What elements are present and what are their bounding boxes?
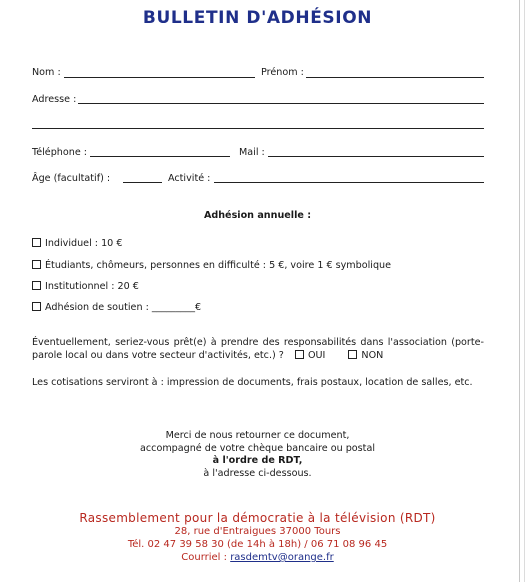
checkbox-icon[interactable] (295, 350, 304, 359)
responsabilites-question (32, 336, 484, 362)
option-etudiants[interactable] (32, 260, 391, 271)
organization-name: Rassemblement pour la démocratie à la télévision (RDT) (79, 511, 436, 525)
adresse-label: Adresse : (32, 94, 77, 105)
return-instructions (0, 430, 515, 480)
nom-field[interactable] (64, 77, 255, 78)
option-individuel[interactable] (32, 238, 122, 249)
instructions-line2: accompagné de votre chèque bancaire ou postal (140, 442, 375, 454)
footer (0, 512, 515, 564)
oui-label: OUI (307, 350, 326, 361)
checkbox-icon[interactable] (348, 350, 357, 359)
nom-label: Nom : (32, 67, 61, 78)
page-edge (519, 0, 520, 582)
activite-label: Activité : (168, 173, 211, 184)
cotisations-text: Les cotisations serviront à : impression de documents, frais postaux, location de salles, etc. (32, 377, 473, 388)
age-label: Âge (facultatif) : (32, 173, 111, 184)
telephone-label: Téléphone : (32, 147, 88, 158)
activite-field[interactable] (214, 182, 484, 183)
option-label: Institutionnel : 20 € (45, 281, 139, 292)
prenom-label: Prénom : (261, 67, 304, 78)
organization-address: 28, rue d'Entraigues 37000 Tours (174, 526, 341, 537)
checkbox-icon[interactable] (32, 238, 41, 247)
age-field[interactable] (123, 182, 162, 183)
checkbox-icon[interactable] (32, 260, 41, 269)
checkbox-icon[interactable] (32, 302, 41, 311)
instructions-line4: à l'adresse ci-dessous. (203, 467, 312, 479)
question-text: Éventuellement, seriez-vous prêt(e) à prendre des responsabilités dans l'association (porte-parole local ou dans votre secteur d'activités, etc.) ? (32, 337, 484, 361)
checkbox-icon[interactable] (32, 281, 41, 290)
mail-label: Mail : (239, 147, 265, 158)
email-label: Courriel : (181, 552, 227, 563)
instructions-line3: à l'ordre de RDT, (212, 455, 303, 466)
oui-option[interactable] (295, 350, 325, 361)
option-label: Individuel : 10 € (45, 238, 123, 249)
option-label: Étudiants, chômeurs, personnes en difficulté : 5 €, voire 1 € symbolique (45, 260, 392, 271)
page-title: BULLETIN D'ADHÉSION (142, 8, 373, 28)
adresse-field-line2[interactable] (32, 128, 484, 129)
non-option[interactable] (348, 350, 383, 361)
non-label: NON (361, 350, 384, 361)
telephone-field[interactable] (90, 156, 230, 157)
page-edge-shadow (524, 0, 525, 582)
mail-field[interactable] (268, 156, 484, 157)
adresse-field[interactable] (78, 103, 484, 104)
email-link[interactable]: rasdemtv@orange.fr (230, 552, 334, 563)
option-institutionnel[interactable] (32, 281, 139, 292)
prenom-field[interactable] (306, 77, 484, 78)
option-soutien[interactable] (32, 302, 201, 313)
option-label: Adhésion de soutien : _________€ (45, 302, 202, 313)
organization-phone: Tél. 02 47 39 58 30 (de 14h à 18h) / 06 71 08 96 45 (127, 539, 388, 550)
organization-email (0, 551, 515, 564)
instructions-line1: Merci de nous retourner ce document, (165, 430, 350, 441)
adhesion-heading: Adhésion annuelle : (203, 210, 312, 221)
